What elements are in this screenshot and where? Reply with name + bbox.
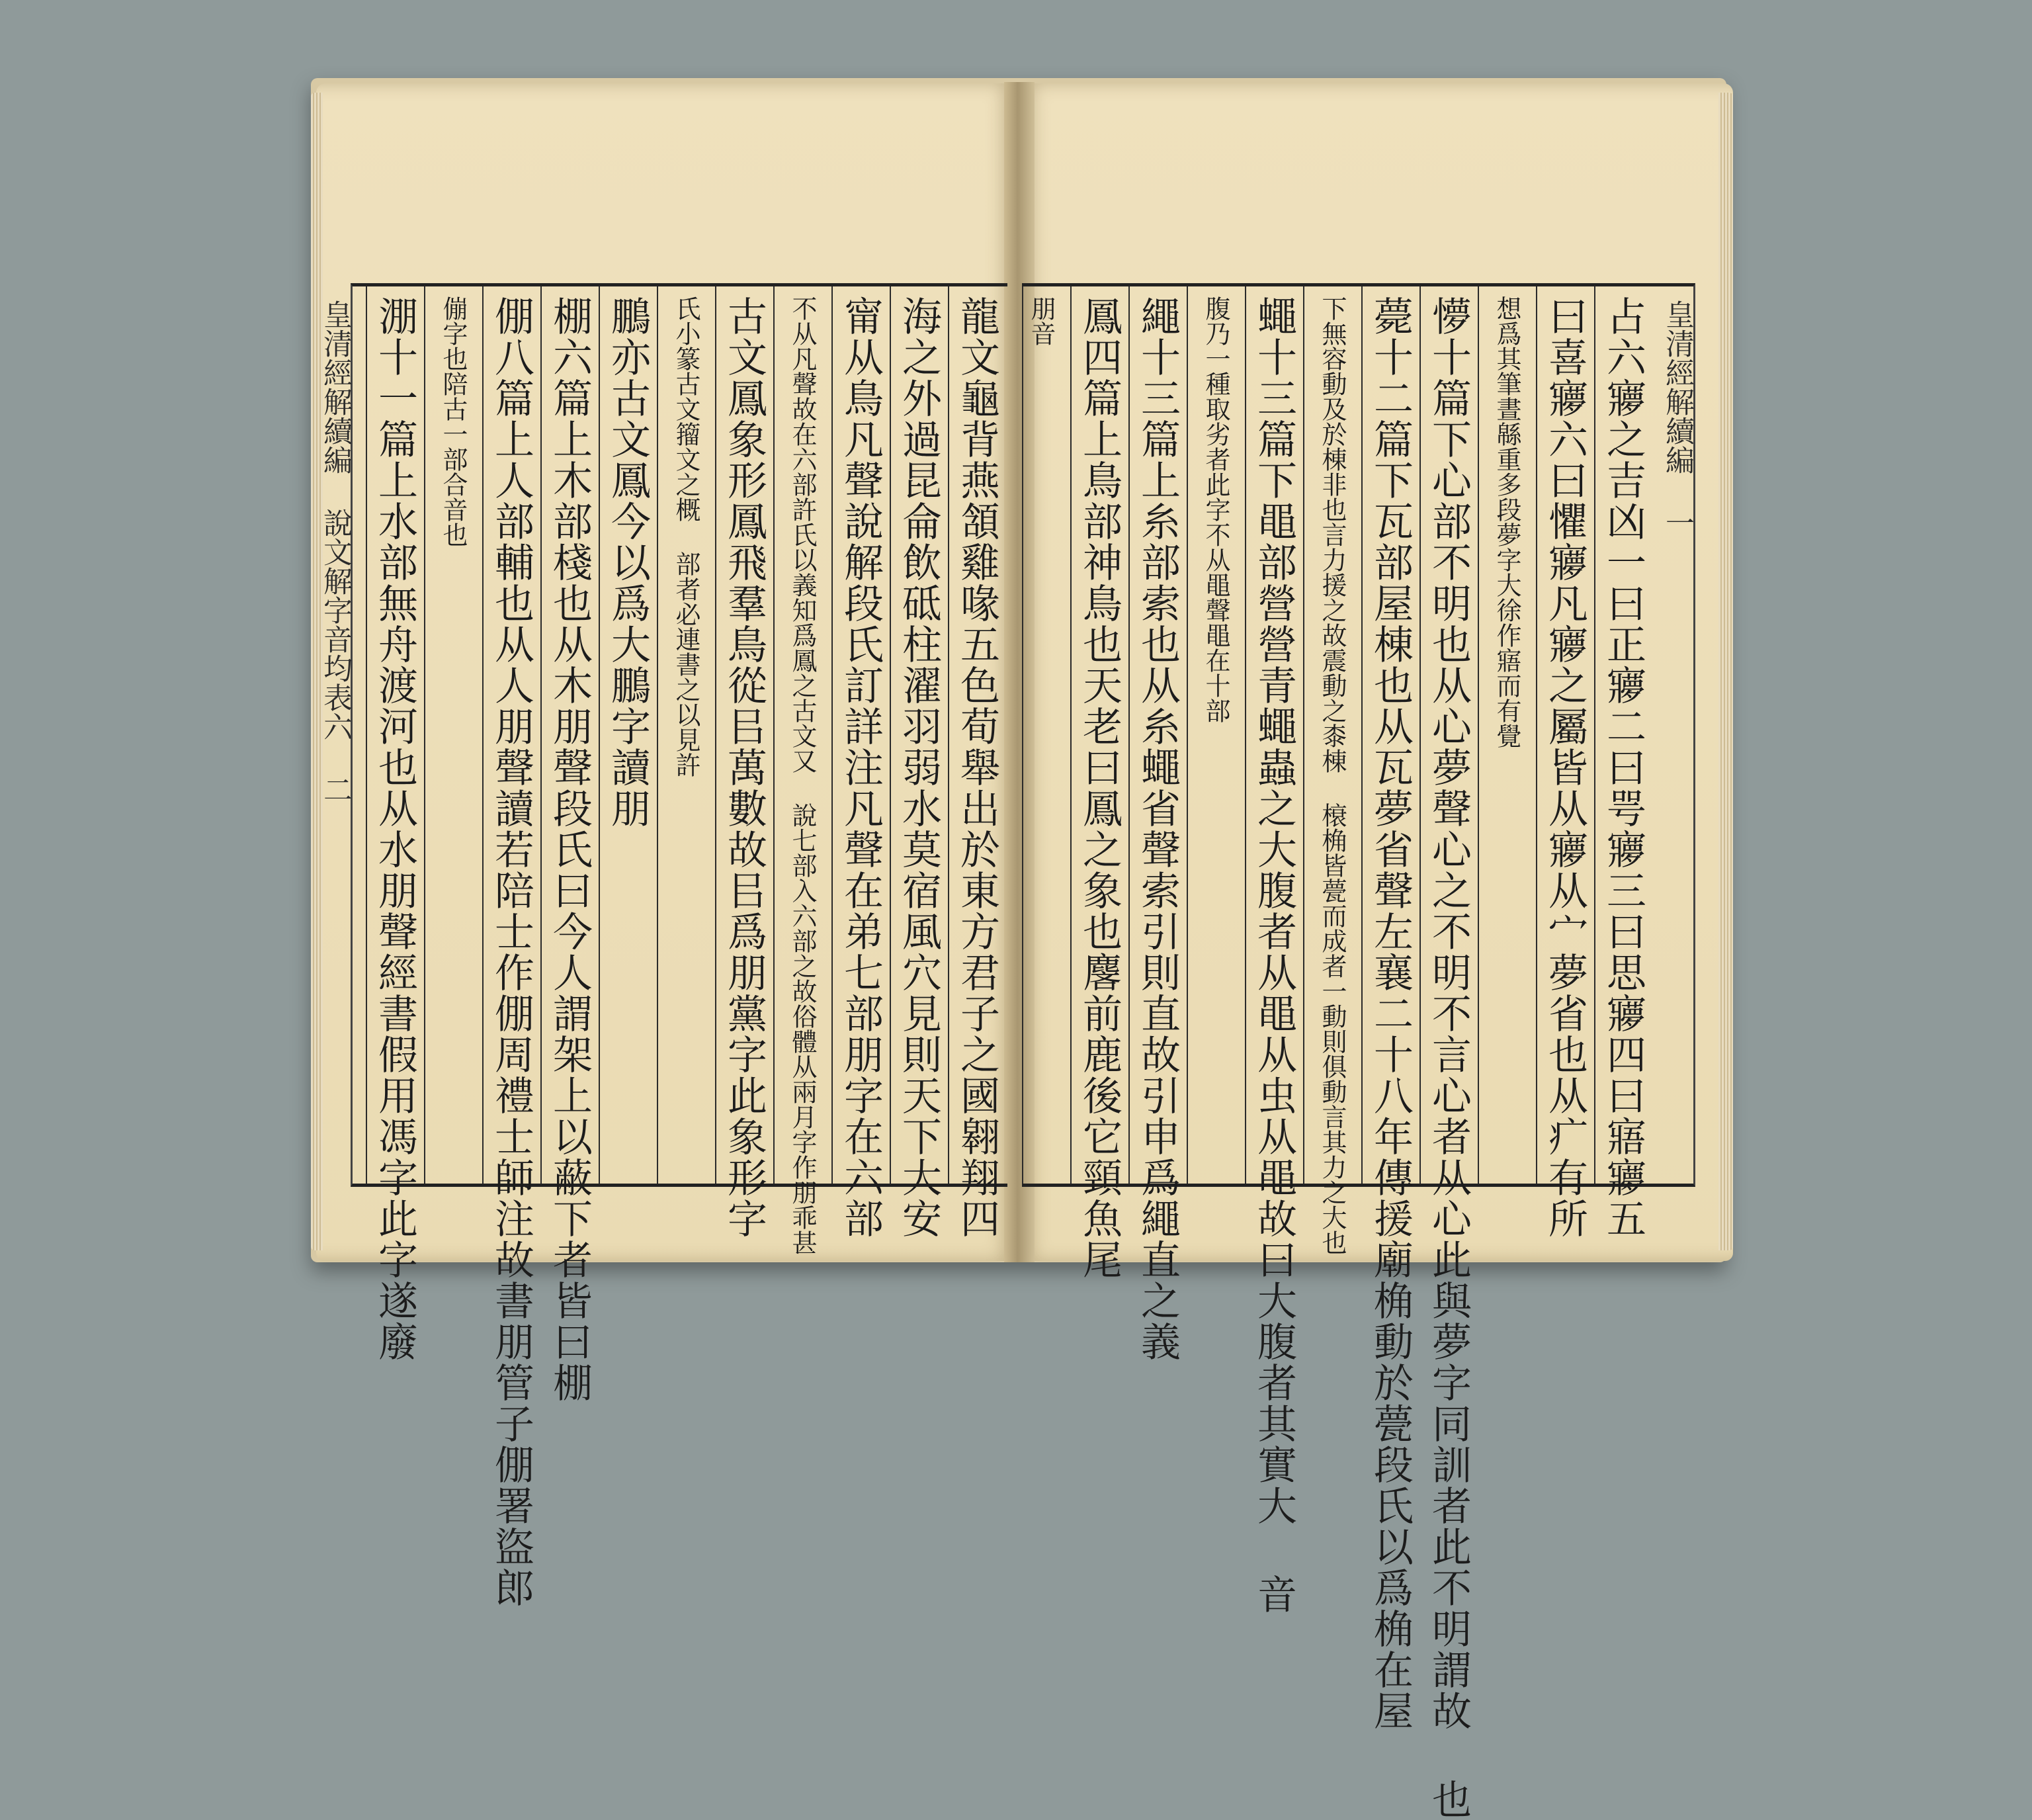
text-column (1419, 286, 1478, 1820)
text-line: 說七部入六部之故俗體从兩月字作朋乖甚 (788, 802, 817, 1255)
text-column: 傰字也陪古一部合音也 (424, 286, 482, 1184)
text-column: 海之外過昆侖飲砥柱濯羽弱水莫宿風穴見則天下大安 (890, 286, 948, 1184)
text-column (657, 286, 715, 1184)
text-column: 淜十一篇上水部無舟渡河也从水朋聲經書假用馮字此字遂廢 (366, 286, 424, 1184)
margin-footer: 說文解字音均表六 (318, 508, 352, 741)
text-line: 榱桷皆甍而成者一動則俱動言其力之大也 (1318, 802, 1347, 1255)
page-number: 二 (318, 775, 352, 804)
text-line: 氏小篆古文籀文之概 (671, 296, 700, 522)
text-column (773, 286, 831, 1255)
text-column: 古文鳳象形鳳飛羣鳥從㠯萬數故㠯爲朋黨字此象形字 (715, 286, 773, 1184)
text-column: 鵬亦古文鳳今以爲大鵬字讀朋 (599, 286, 657, 1184)
text-column (1303, 286, 1361, 1255)
text-line: 蠅十三篇下黽部營營青蠅蟲之大腹者从黽从虫从黽故曰大腹者其實大 (1251, 296, 1297, 1526)
text-line: 下無容動及於棟非也言力援之故震動之桼棟 (1318, 296, 1347, 773)
left-text-frame (318, 283, 1007, 1608)
text-column: 想爲其筆晝緜重多段夢字大徐作寤而有覺 (1478, 286, 1536, 1184)
text-column: 倗八篇上人部輔也从人朋聲讀若陪士作倗周禮士師注故書朋管子倗署盜郎 (482, 286, 540, 1184)
text-line: 懜十篇下心部不明也从心夢聲心之不明不言心者从心此與夢字同訓者此不明謂故 (1425, 296, 1472, 1731)
text-line: 也 (1425, 1779, 1472, 1820)
text-column: 占六㝱之吉凶一曰正㝱二曰咢㝱三曰思㝱四曰寤㝱五 (1594, 286, 1652, 1184)
text-column: 甯从鳥凡聲說解段氏訂詳注凡聲在弟七部朋字在六部 (831, 286, 890, 1184)
text-line: 音 (1251, 1574, 1297, 1615)
margin-title: 皇清經解續編 (318, 300, 352, 474)
text-column: 龍文龜背燕頷雞喙五色荀舉出於東方君子之國翱翔四 (948, 286, 1006, 1184)
text-column: 鳳四篇上鳥部神鳥也天老曰鳳之象也麐前鹿後它頸魚尾 (1070, 286, 1128, 1184)
text-line: 部者必連書之以見許 (671, 551, 700, 777)
text-column: 朋音 (1022, 286, 1070, 1184)
left-margin-title (312, 286, 358, 1184)
page-number: 一 (1660, 508, 1694, 537)
right-text-frame (1022, 283, 1695, 1820)
margin-title: 皇清經解續編 (1660, 300, 1694, 474)
text-column (1245, 286, 1303, 1615)
text-line: 不从凡聲故在六部許氏以義知爲鳳之古文又 (788, 296, 817, 773)
text-column: 棚六篇上木部棧也从木朋聲段氏曰今人謂架上以蔽下者皆曰棚 (540, 286, 599, 1184)
right-page-edges (1718, 93, 1733, 1250)
text-column: 曰喜㝱六曰懼㝱凡㝱之屬皆从㝱从宀夢省也从疒有所 (1536, 286, 1594, 1184)
text-column: 繩十三篇上糸部索也从糸蠅省聲索引則直故引申爲繩直之義 (1128, 286, 1187, 1184)
right-margin-title (1654, 286, 1700, 1184)
text-column: 薨十二篇下瓦部屋棟也从瓦夢省聲左襄二十八年傳援廟桷動於甍段氏以爲桷在屋 (1361, 286, 1419, 1184)
text-column: 腹乃一種取劣者此字不从黽聲黽在十部 (1187, 286, 1245, 1184)
